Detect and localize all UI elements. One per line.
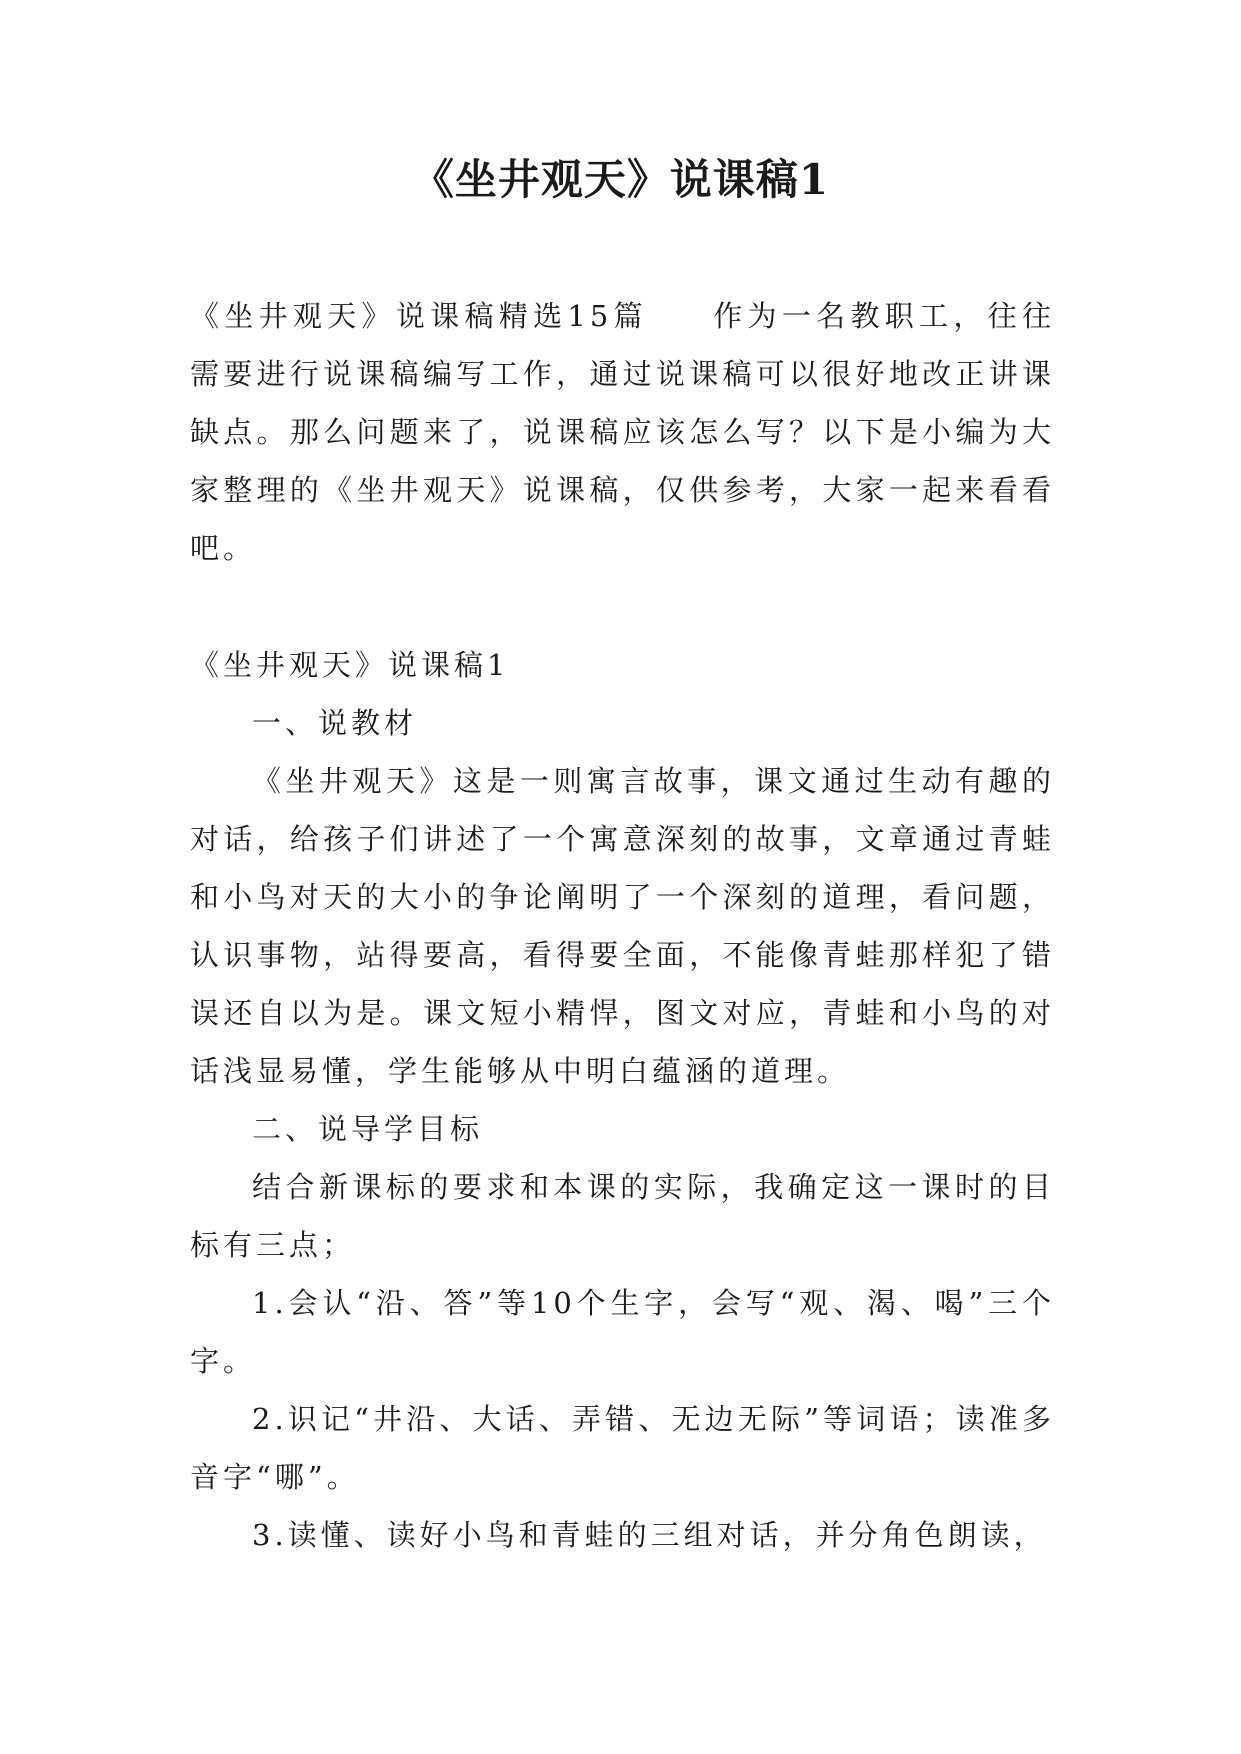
goal-item-1: 1.会认“沿、答”等10个生字，会写“观、渴、喝”三个字。 <box>190 1286 1055 1378</box>
intro-lead: 《坐井观天》说课稿精选15篇 <box>190 299 648 333</box>
document-title: 《坐井观天》说课稿1 <box>411 155 830 204</box>
part1-paragraph: 《坐井观天》这是一则寓言故事，课文通过生动有趣的对话，给孩子们讲述了一个寓意深刻的故事，文章通过青蛙和小鸟对天的大小的争论阐明了一个深刻的道理，看问题，认识事物，站得要高，看得要全面，不能像青蛙那样犯了错误还自以为是。课文短小精悍，图文对应，青蛙和小鸟的对话浅显易懂，学生能够从中明白蕴涵的道理。 <box>190 764 1055 1088</box>
section-block <box>190 636 1055 1564</box>
goal-item-2: 2.识记“井沿、大话、弄错、无边无际”等词语；读准多音字“哪”。 <box>190 1402 1055 1494</box>
part1-heading: 一、说教材 <box>252 706 418 740</box>
part2-paragraph: 结合新课标的要求和本课的实际，我确定这一课时的目标有三点； <box>190 1170 1055 1262</box>
intro-text: 作为一名教职工，往往需要进行说课稿编写工作，通过说课稿可以很好地改正讲课缺点。那么问题来了，说课稿应该怎么写？以下是小编为大家整理的《坐井观天》说课稿，仅供参考，大家一起来看看吧。 <box>190 299 1055 565</box>
intro-paragraph <box>190 287 1055 577</box>
section-heading: 《坐井观天》说课稿1 <box>190 648 510 682</box>
goal-item-3: 3.读懂、读好小鸟和青蛙的三组对话，并分角色朗读， <box>252 1518 1047 1552</box>
intro-block <box>190 287 1055 577</box>
part2-heading: 二、说导学目标 <box>252 1112 484 1146</box>
